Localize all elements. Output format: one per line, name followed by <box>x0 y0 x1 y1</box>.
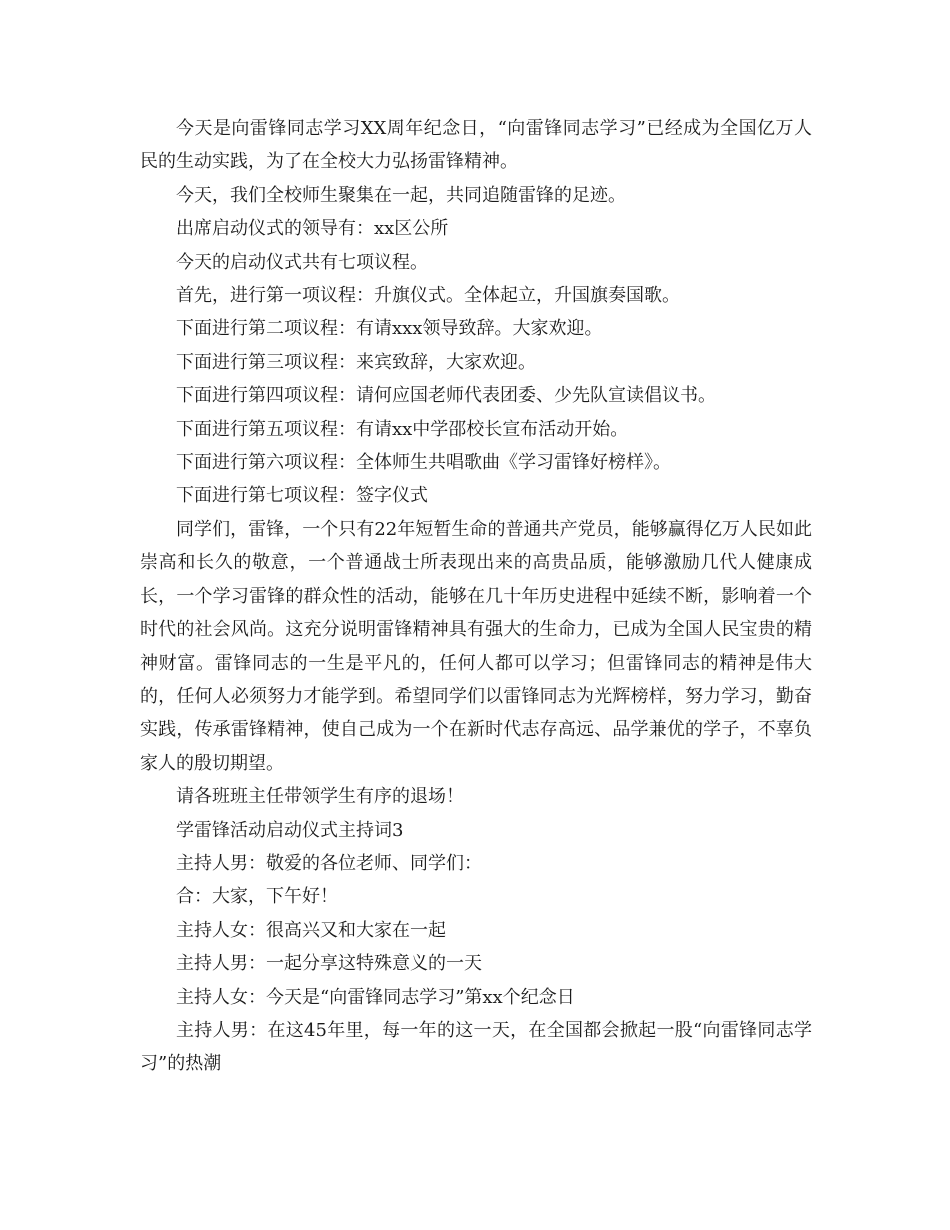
paragraph: 首先，进行第一项议程：升旗仪式。全体起立，升国旗奏国歌。 <box>176 285 680 307</box>
paragraph: 下面进行第七项议程：签字仪式 <box>176 485 428 507</box>
paragraph: 今天是向雷锋同志学习XX周年纪念日，“向雷锋同志学习”已经成为全国亿万人民的生动实践，为了在全校大力弘扬雷锋精神。 <box>140 118 812 173</box>
paragraph: 请各班班主任带领学生有序的退场！ <box>176 786 464 808</box>
paragraph: 下面进行第四项议程：请何应国老师代表团委、少先队宣读倡议书。 <box>176 385 716 407</box>
paragraph: 主持人女：今天是“向雷锋同志学习”第xx个纪念日 <box>176 986 575 1008</box>
section-heading: 学雷锋活动启动仪式主持词3 <box>176 819 404 841</box>
paragraph: 今天，我们全校师生聚集在一起，共同追随雷锋的足迹。 <box>176 184 626 206</box>
paragraph: 主持人女：很高兴又和大家在一起 <box>176 919 446 941</box>
paragraph: 下面进行第六项议程：全体师生共唱歌曲《学习雷锋好榜样》。 <box>176 452 671 474</box>
paragraph: 主持人男：一起分享这特殊意义的一天 <box>176 953 482 975</box>
paragraph: 主持人男：在这45年里，每一年的这一天，在全国都会掀起一股“向雷锋同志学习”的热潮 <box>140 1019 812 1075</box>
paragraph: 出席启动仪式的领导有：xx区公所 <box>176 218 449 240</box>
paragraph: 今天的启动仪式共有七项议程。 <box>176 251 428 273</box>
paragraph: 同学们，雷锋，一个只有22年短暂生命的普通共产党员，能够赢得亿万人民如此崇高和长久的敬意，一个普通战士所表现出来的高贵品质，能够激励几代人健康成长，一个学习雷锋的群众性的活动，能够在几十年历史进程中延续不断，影响着一个时代的社会风尚。这充分说明雷锋精神具有强大的生命力，已成为全国人民宝贵的精神财富。雷锋同志的一生是平凡的，任何人都可以学习；但雷锋同志的精神是伟大的，任何人必须努力才能学到。希望同学们以雷锋同志为光辉榜样，努力学习，勤奋实践，传承雷锋精神，使自己成为一个在新时代志存高远、品学兼优的学子，不辜负家人的殷切期望。 <box>140 518 812 774</box>
paragraph: 下面进行第二项议程：有请xxx领导致辞。大家欢迎。 <box>176 318 603 340</box>
paragraph: 下面进行第三项议程：来宾致辞，大家欢迎。 <box>176 351 536 373</box>
paragraph: 合：大家，下午好！ <box>176 886 338 908</box>
paragraph: 下面进行第五项议程：有请xx中学邵校长宣布活动开始。 <box>176 418 629 440</box>
document-body <box>140 112 812 1081</box>
paragraph: 主持人男：敬爱的各位老师、同学们： <box>176 852 482 874</box>
